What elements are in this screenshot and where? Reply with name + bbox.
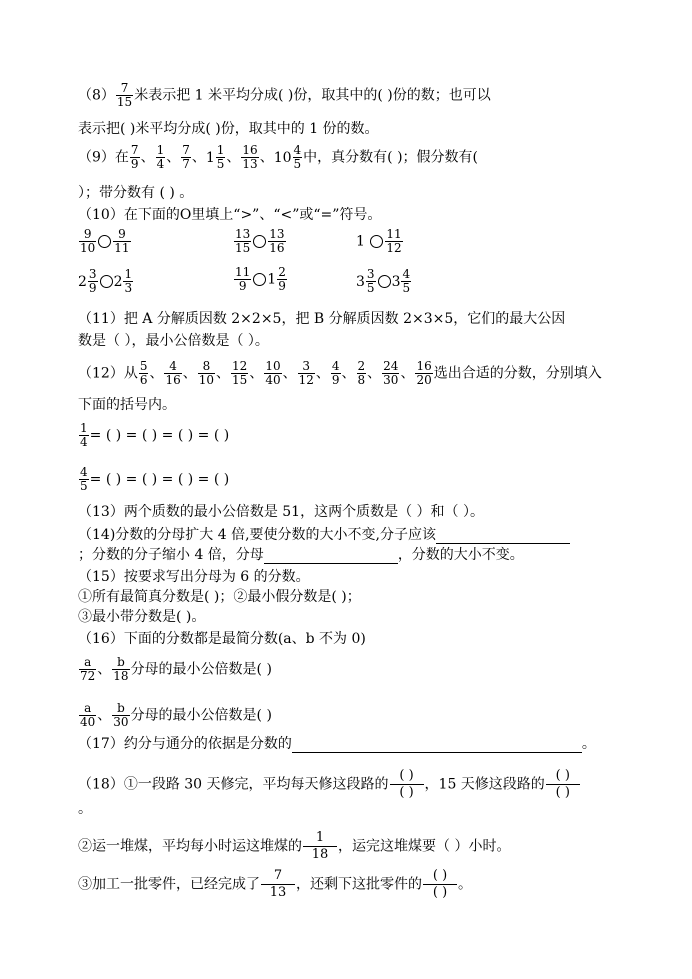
compare-circle[interactable] bbox=[253, 273, 266, 286]
q18-dot: 。 bbox=[78, 801, 92, 817]
q12-row2: $\frac{4}{5}$ = ( ) = ( ) = ( ) = ( ) bbox=[80, 465, 230, 493]
answer-blank[interactable] bbox=[292, 738, 582, 753]
compare-circle[interactable] bbox=[378, 275, 391, 288]
q10-row1-c: 1 $\frac{11}{12}$ bbox=[356, 227, 402, 255]
q14-line1: （14)分数的分母扩大 4 倍,要使分数的大小不变,分子应该 bbox=[78, 526, 570, 544]
q12-line2: 下面的括号内。 bbox=[78, 397, 176, 413]
q10-row1-b: $\frac{13}{15}$ $\frac{13}{16}$ bbox=[235, 227, 285, 255]
q15-title: （15）按要求写出分母为 6 的分数。 bbox=[78, 569, 310, 585]
q11-line2: 数是（ ），最小公倍数是（ ）。 bbox=[78, 333, 269, 349]
mixed-number: 10 $\frac{4}{5}$ bbox=[273, 143, 302, 171]
fraction: $\frac{7}{9}$ bbox=[130, 143, 139, 171]
q13-line: （13）两个质数的最小公倍数是 51，这两个质数是（ ）和（ ）。 bbox=[78, 504, 484, 520]
compare-circle[interactable] bbox=[100, 275, 113, 288]
compare-circle[interactable] bbox=[98, 235, 111, 248]
answer-fraction-blank[interactable]: $\frac{( )}{( )}$ bbox=[423, 868, 457, 901]
q17-line: （17）约分与通分的依据是分数的 。 bbox=[78, 736, 596, 752]
q10-row2: $\frac{11}{9}$ 1 $\frac{2}{9}$ bbox=[235, 265, 286, 293]
q12-row1: $\frac{1}{4}$ = ( ) = ( ) = ( ) = ( ) bbox=[80, 421, 230, 449]
compare-circle[interactable] bbox=[370, 235, 383, 248]
answer-fraction-blank[interactable]: $\frac{( )}{( )}$ bbox=[546, 768, 580, 801]
fraction: $\frac{7}{7}$ bbox=[182, 143, 190, 171]
fraction: $\frac{7}{15}$ bbox=[116, 81, 133, 109]
answer-blank[interactable] bbox=[436, 529, 570, 544]
q15-line3: ③最小带分数是( )。 bbox=[78, 609, 206, 625]
q18-line2: ②运一堆煤，平均每小时运这堆煤的 $\frac{1}{18}$ ，运完这堆煤要（ ）小时。 bbox=[78, 830, 511, 862]
q12-line1: （12）从 $\frac{5}{6}$ 、 $\frac{4}{16}$ 、 $\frac{8}{10}$ 、 $\frac{12}{15}$ 、 $\frac{10}{40}$ 、 $\frac{3}{12}$ 、 $\frac{4}{9}$ 、 $\frac{2}{8}$ 、 $\frac{24}{30}$ 、 $\frac{16}{20}$ 选出合适的分数，分别填入 bbox=[78, 359, 602, 387]
q18-line3: ③加工一批零件，已经完成了 $\frac{7}{13}$ ，还剩下这批零件的 $\frac{( )}{( )}$ 。 bbox=[78, 868, 472, 900]
q18-line1: （18）①一段路 30 天修完，平均每天修这段路的 $\frac{( )}{( )}$ ，15 天修这段路的 $\frac{( )}{( )}$ bbox=[78, 768, 581, 801]
q16-title: （16）下面的分数都是最简分数(a、b 不为 0) bbox=[78, 631, 366, 647]
q14-line2: ；分数的分子缩小 4 倍，分母 ，分数的大小不变。 bbox=[78, 547, 524, 563]
q8-line1 bbox=[78, 82, 491, 109]
q11-line1: （11）把 A 分解质因数 2×2×5，把 B 分解质因数 2×3×5，它们的最大公因 bbox=[78, 311, 566, 327]
q9-line2: ）；带分数有 ( ) 。 bbox=[78, 185, 194, 201]
compare-circle[interactable] bbox=[253, 235, 266, 248]
q10-row3-c: 3 $\frac{3}{5}$ 3 $\frac{4}{5}$ bbox=[356, 267, 411, 295]
q16-row2: $\frac{a}{40}$ 、 $\frac{b}{30}$ 分母的最小公倍数是( ) bbox=[80, 701, 272, 729]
fraction: $\frac{16}{13}$ bbox=[242, 143, 258, 171]
q8-prefix: （8） bbox=[78, 87, 115, 104]
q16-row1: $\frac{a}{72}$ 、 $\frac{b}{18}$ 分母的最小公倍数是( ) bbox=[80, 655, 272, 683]
q8-line2: 表示把( )米平均分成( )份，取其中的 1 份的数。 bbox=[78, 121, 379, 137]
q8-text: 米表示把 1 米平均分成( )份，取其中的( )份的数；也可以 bbox=[134, 87, 491, 104]
q9-line1: （9）在 $\frac{7}{9}$ 、 $\frac{1}{4}$ 、 $\frac{7}{7}$ 、1 $\frac{1}{5}$ 、 $\frac{16}{13}$ 、10 $\frac{4}{5}$ 中，真分数有( )；假分数有( bbox=[78, 143, 478, 171]
q10-row1-a: $\frac{9}{10}$ $\frac{9}{11}$ bbox=[80, 227, 130, 255]
mixed-number: 1 $\frac{1}{5}$ bbox=[205, 143, 225, 171]
answer-blank[interactable] bbox=[264, 549, 398, 564]
answer-fraction-blank[interactable]: $\frac{( )}{( )}$ bbox=[390, 768, 424, 801]
fraction: $\frac{1}{4}$ bbox=[156, 143, 165, 171]
q15-line2: ①所有最简真分数是( )；②最小假分数是( )； bbox=[78, 589, 361, 605]
q10-title: （10）在下面的O里填上“>”、“<”或“=”符号。 bbox=[78, 207, 382, 223]
q10-row3-a: 2 $\frac{3}{9}$ 2 $\frac{1}{3}$ bbox=[78, 267, 133, 295]
